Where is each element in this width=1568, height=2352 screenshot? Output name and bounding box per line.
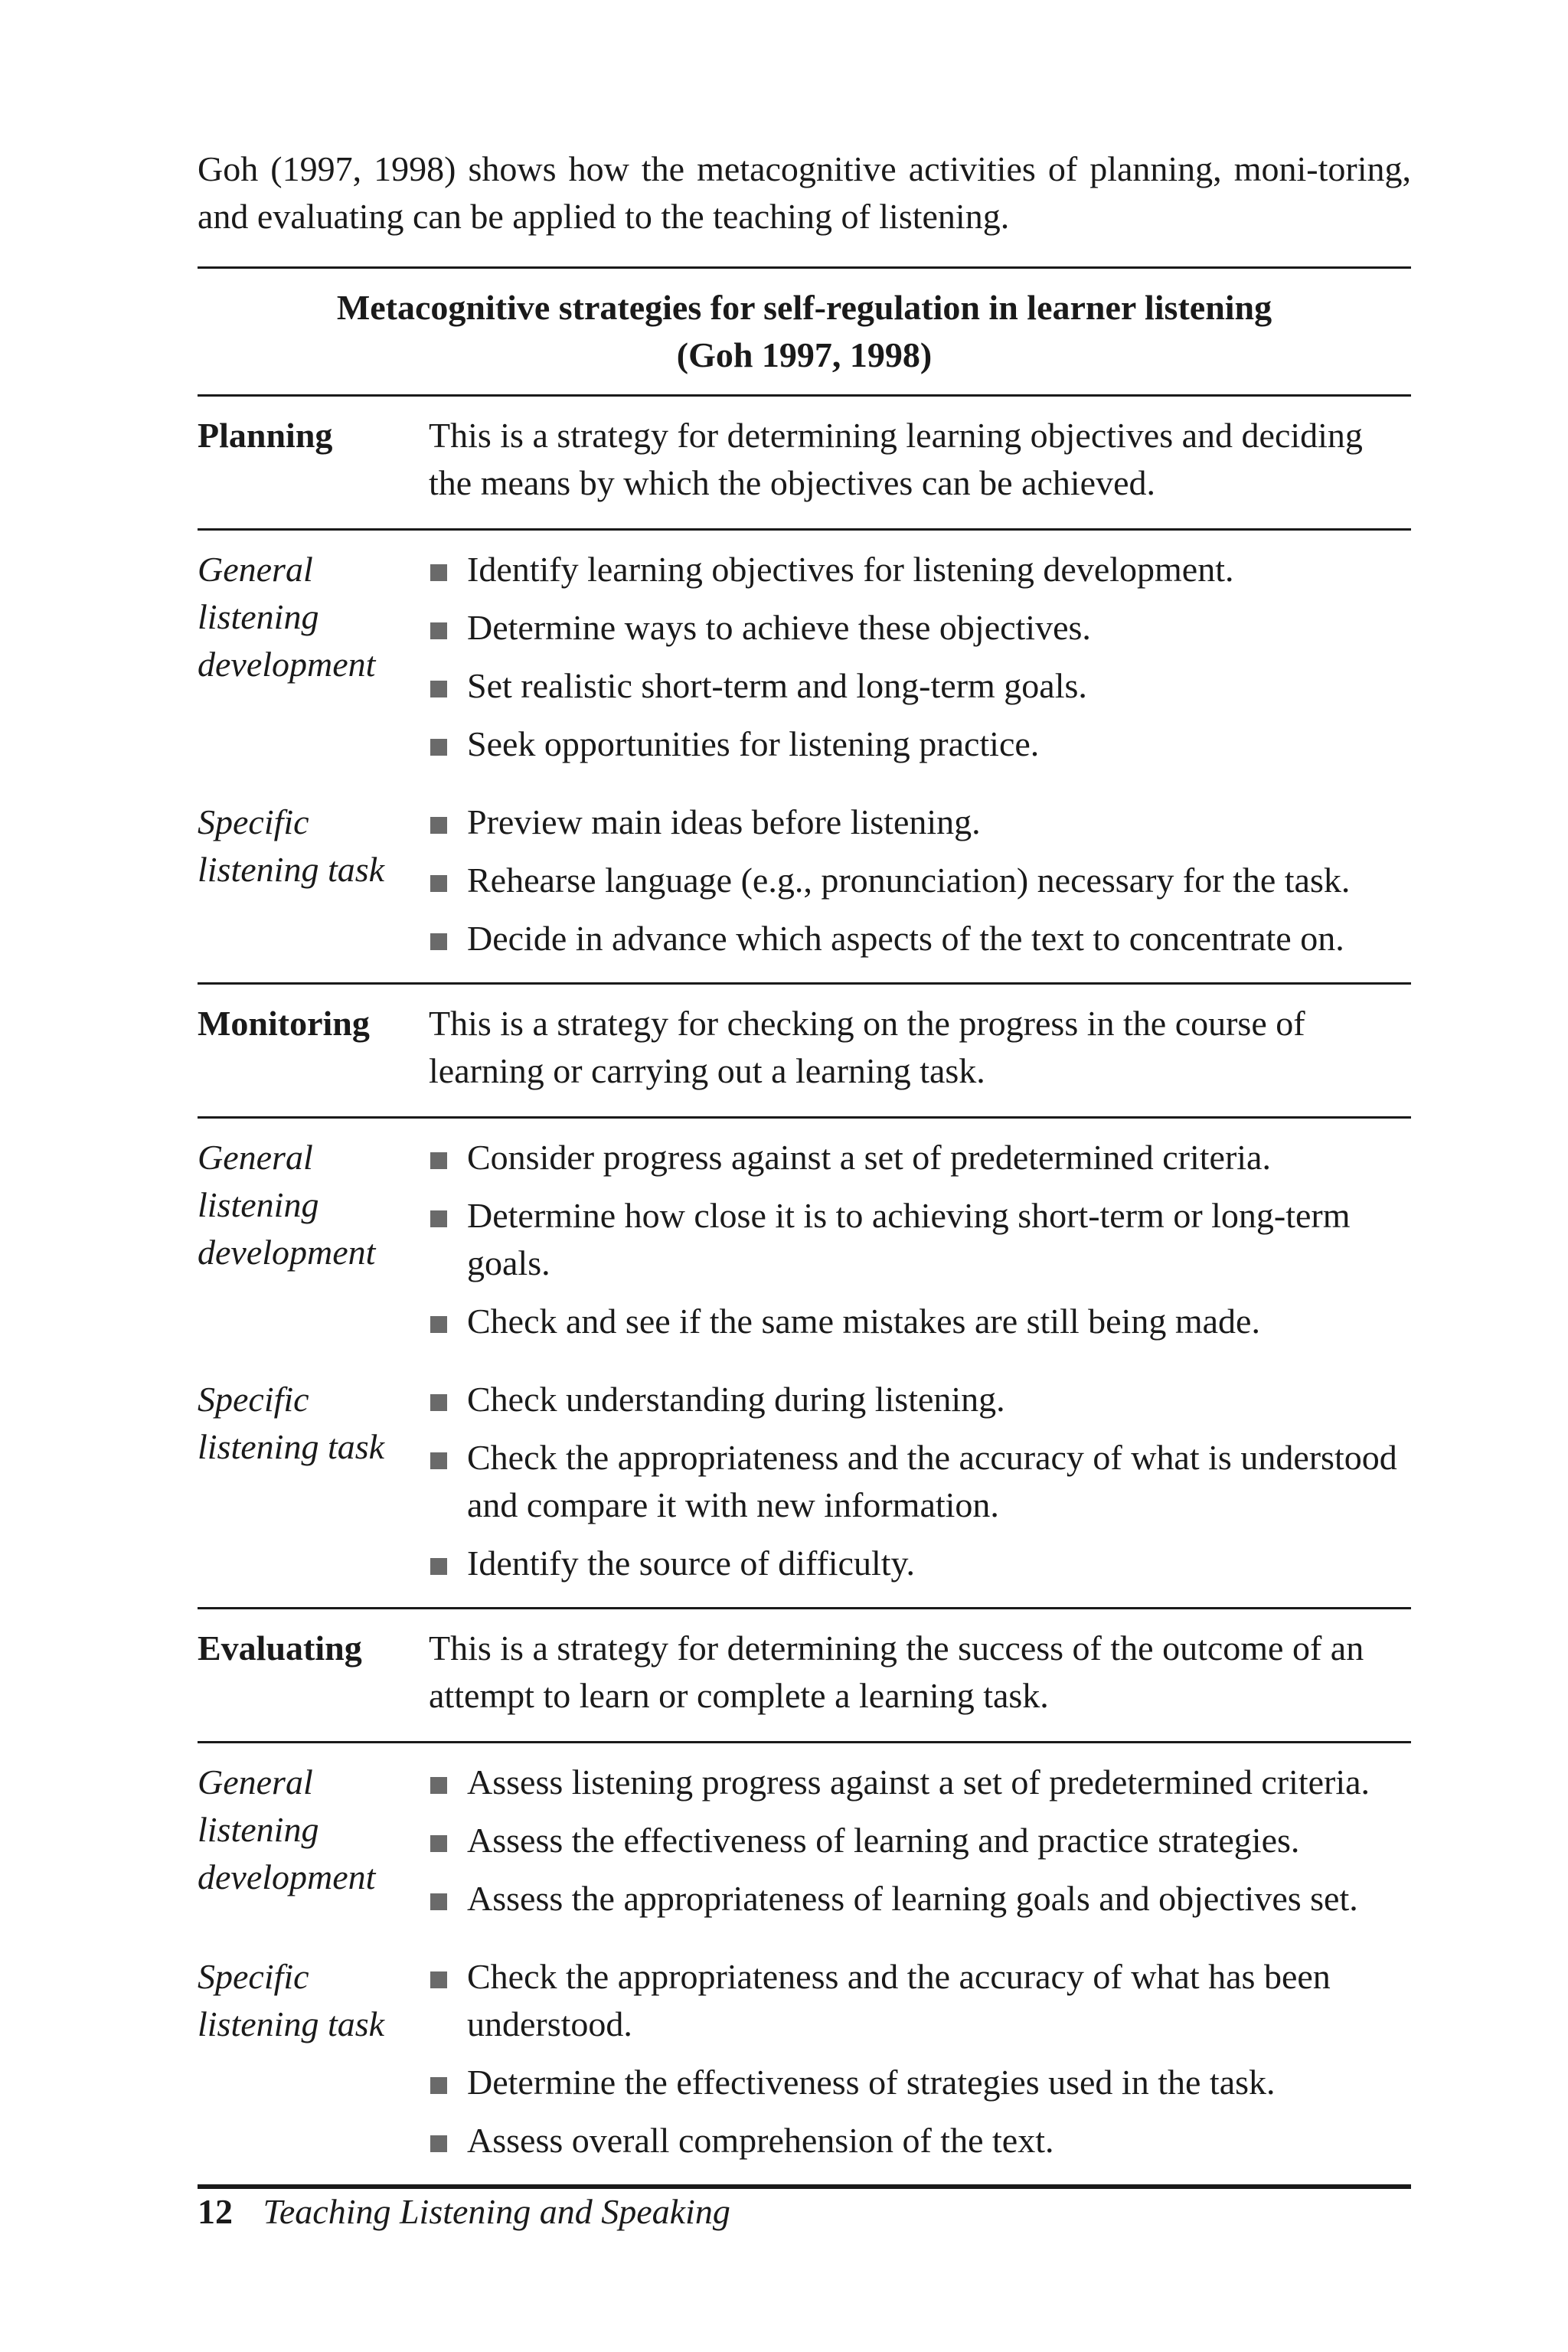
list-item bbox=[429, 1759, 1411, 1806]
bullet-list bbox=[429, 1759, 1411, 1922]
section-description: This is a strategy for determining learning objectives and deciding the means by which the objectives can be achieved. bbox=[429, 416, 1363, 502]
list-item-text: Check the appropriateness and the accuracy of what is understood and compare it with new information. bbox=[467, 1438, 1397, 1524]
section-name: Evaluating bbox=[198, 1609, 429, 1743]
list-item bbox=[429, 720, 1411, 768]
list-item-text: Determine the effectiveness of strategies used in the task. bbox=[467, 2063, 1276, 2102]
square-bullet-icon bbox=[430, 1452, 447, 1469]
list-item bbox=[429, 1376, 1411, 1423]
square-bullet-icon bbox=[430, 2077, 447, 2094]
square-bullet-icon bbox=[430, 1558, 447, 1575]
square-bullet-icon bbox=[430, 1777, 447, 1794]
table-title-line-2: (Goh 1997, 1998) bbox=[676, 335, 933, 374]
list-item-text: Set realistic short-term and long-term goals. bbox=[467, 666, 1087, 705]
square-bullet-icon bbox=[430, 875, 447, 892]
subsection-items bbox=[429, 1953, 1411, 2187]
subsection-label: Specific listening task bbox=[198, 1380, 385, 1466]
subsection-label: General listening development bbox=[198, 530, 429, 799]
square-bullet-icon bbox=[430, 1210, 447, 1227]
list-item bbox=[429, 1953, 1411, 2048]
square-bullet-icon bbox=[430, 933, 447, 950]
list-item bbox=[429, 1540, 1411, 1587]
subsection-label: General listening development bbox=[198, 1118, 429, 1377]
list-item-text: Rehearse language (e.g., pronunciation) necessary for the task. bbox=[467, 861, 1351, 900]
list-item bbox=[429, 2059, 1411, 2106]
list-item bbox=[429, 604, 1411, 652]
list-item-text: Consider progress against a set of predetermined criteria. bbox=[467, 1138, 1271, 1177]
list-item bbox=[429, 857, 1411, 904]
list-item bbox=[429, 546, 1411, 593]
bullet-list bbox=[429, 1134, 1411, 1345]
list-item-text: Preview main ideas before listening. bbox=[467, 802, 981, 841]
page-number: 12 bbox=[198, 2192, 233, 2231]
square-bullet-icon bbox=[430, 681, 447, 697]
book-title: Teaching Listening and Speaking bbox=[263, 2192, 730, 2231]
square-bullet-icon bbox=[430, 1152, 447, 1169]
section-row-planning bbox=[198, 396, 1411, 530]
table-title bbox=[198, 268, 1411, 396]
subsection-row bbox=[198, 1376, 1411, 1609]
list-item bbox=[429, 1817, 1411, 1864]
bullet-list bbox=[429, 546, 1411, 768]
subsection-row bbox=[198, 530, 1411, 799]
table-title-row bbox=[198, 268, 1411, 396]
subsection-items bbox=[429, 1743, 1411, 1954]
subsection-label: General listening development bbox=[198, 1743, 429, 1954]
list-item-text: Assess overall comprehension of the text. bbox=[467, 2121, 1054, 2160]
list-item-text: Determine how close it is to achieving short-term or long-term goals. bbox=[467, 1196, 1351, 1282]
list-item bbox=[429, 1434, 1411, 1529]
square-bullet-icon bbox=[430, 1394, 447, 1411]
list-item-text: Decide in advance which aspects of the text to concentrate on. bbox=[467, 919, 1344, 958]
square-bullet-icon bbox=[430, 817, 447, 834]
list-item bbox=[429, 1134, 1411, 1181]
bullet-list bbox=[429, 799, 1411, 962]
section-row-monitoring bbox=[198, 984, 1411, 1118]
section-description: This is a strategy for checking on the progress in the course of learning or carrying out a learning task. bbox=[429, 984, 1411, 1118]
list-item bbox=[429, 662, 1411, 710]
list-item-text: Assess the effectiveness of learning and practice strategies. bbox=[467, 1821, 1300, 1860]
strategies-table bbox=[198, 266, 1411, 2189]
subsection-items bbox=[429, 799, 1411, 984]
list-item bbox=[429, 915, 1411, 962]
square-bullet-icon bbox=[430, 564, 447, 581]
table-title-line-1: Metacognitive strategies for self-regulation in learner listening bbox=[336, 288, 1272, 327]
page-footer bbox=[198, 2188, 730, 2236]
list-item-text: Assess the appropriateness of learning goals and objectives set. bbox=[467, 1879, 1358, 1918]
section-row-evaluating bbox=[198, 1609, 1411, 1743]
subsection-row bbox=[198, 1118, 1411, 1377]
intro-paragraph: Goh (1997, 1998) shows how the metacognitive activities of planning, moni-toring, and evaluating can be applied to the teaching of listening. bbox=[198, 149, 1411, 236]
subsection-items bbox=[429, 530, 1411, 799]
list-item bbox=[429, 1298, 1411, 1345]
list-item bbox=[429, 1192, 1411, 1287]
square-bullet-icon bbox=[430, 1316, 447, 1333]
list-item-text: Check understanding during listening. bbox=[467, 1380, 1005, 1419]
square-bullet-icon bbox=[430, 1893, 447, 1910]
list-item-text: Identify the source of difficulty. bbox=[467, 1544, 916, 1583]
subsection-row bbox=[198, 1953, 1411, 2187]
square-bullet-icon bbox=[430, 739, 447, 756]
list-item bbox=[429, 799, 1411, 846]
list-item-text: Check the appropriateness and the accuracy of what has been understood. bbox=[467, 1957, 1331, 2043]
subsection-items bbox=[429, 1376, 1411, 1609]
list-item-text: Seek opportunities for listening practice. bbox=[467, 724, 1040, 763]
subsection-row bbox=[198, 1743, 1411, 1954]
subsection-label: Specific listening task bbox=[198, 1957, 385, 2043]
section-description: This is a strategy for determining the success of the outcome of an attempt to learn or complete a learning task. bbox=[429, 1609, 1411, 1743]
square-bullet-icon bbox=[430, 1971, 447, 1988]
page-content bbox=[198, 145, 1411, 2189]
list-item bbox=[429, 1875, 1411, 1922]
list-item bbox=[429, 2117, 1411, 2164]
subsection-label: Specific listening task bbox=[198, 802, 385, 889]
list-item-text: Assess listening progress against a set of predetermined criteria. bbox=[467, 1762, 1370, 1802]
section-name: Monitoring bbox=[198, 984, 429, 1118]
subsection-items bbox=[429, 1118, 1411, 1377]
subsection-row bbox=[198, 799, 1411, 984]
square-bullet-icon bbox=[430, 2135, 447, 2152]
square-bullet-icon bbox=[430, 1835, 447, 1852]
bullet-list bbox=[429, 1376, 1411, 1587]
list-item-text: Identify learning objectives for listening development. bbox=[467, 550, 1234, 589]
list-item-text: Determine ways to achieve these objectives. bbox=[467, 608, 1091, 647]
square-bullet-icon bbox=[430, 622, 447, 639]
section-name: Planning bbox=[198, 416, 333, 455]
list-item-text: Check and see if the same mistakes are still being made. bbox=[467, 1302, 1260, 1341]
bullet-list bbox=[429, 1953, 1411, 2164]
